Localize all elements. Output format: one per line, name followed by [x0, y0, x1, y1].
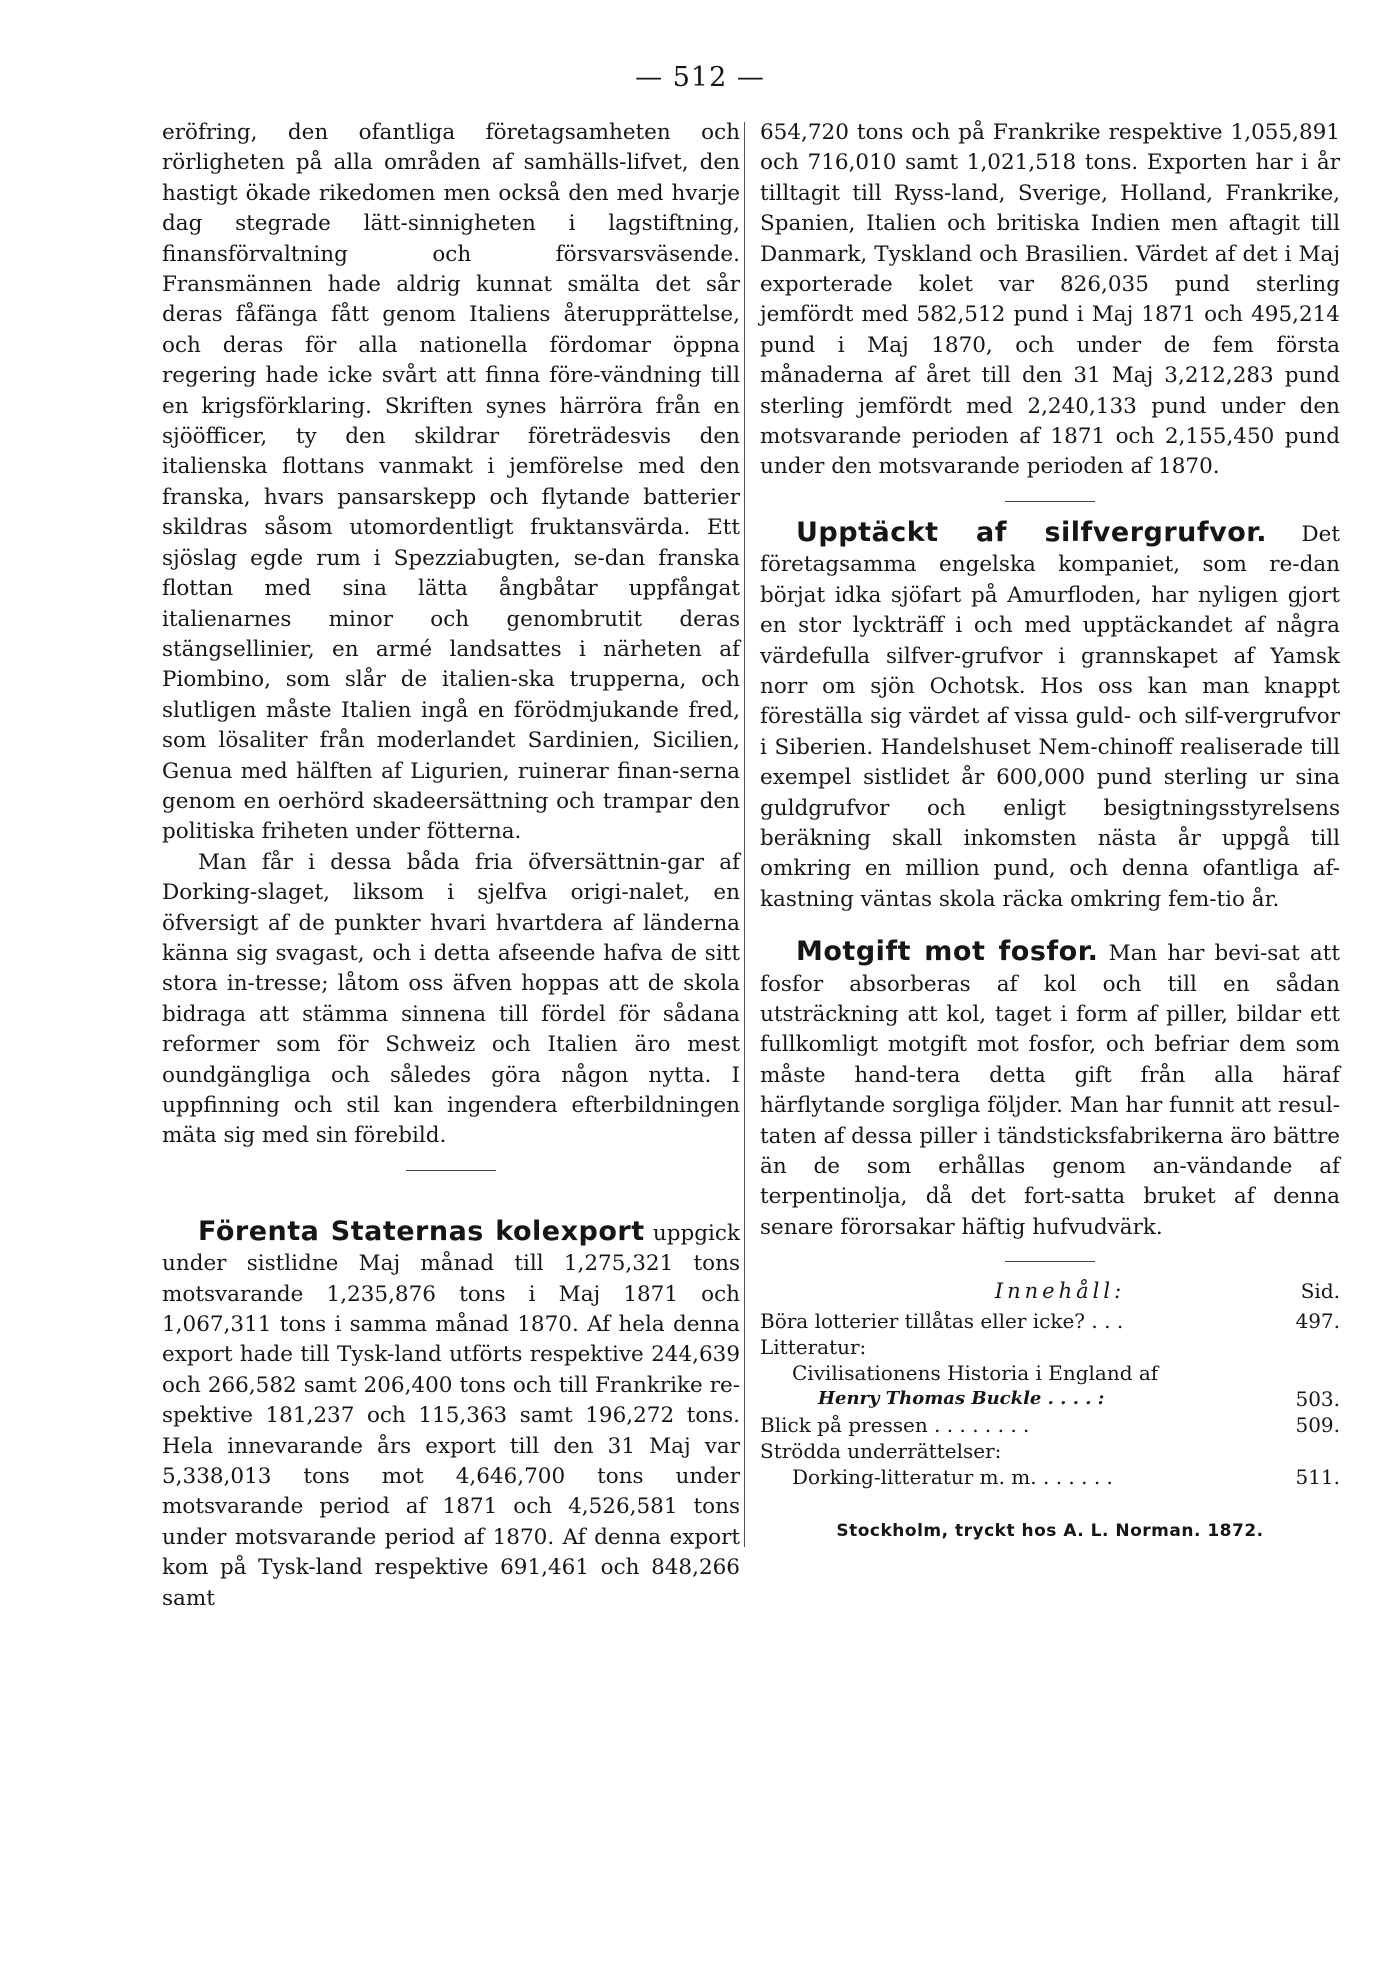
toc-header	[760, 1278, 1340, 1304]
toc-entry-text: Litteratur:	[760, 1335, 867, 1360]
section-rule	[1005, 501, 1095, 502]
toc-entry	[760, 1464, 1340, 1490]
section-rule	[406, 1170, 496, 1171]
left-column	[162, 118, 740, 1614]
toc-entry-page	[1280, 1360, 1340, 1386]
toc-entry-text: Civilisationens Historia i England af	[792, 1361, 1159, 1386]
toc-entry-page: 509.	[1295, 1413, 1340, 1438]
toc-entry-page	[1280, 1438, 1340, 1464]
phosphorus-antidote-text: Man har bevi-sat att fosfor absorberas af kol och till en sådan utsträckning att kol, taget i form af piller, bildar ett fullkomligt motgift mot fosfor, och befriar dem som måste hand-tera detta gift från alla häraf härflytande sorgliga följder. Man har funnit att resul-taten af dessa piller i tändsticksfabrikerna äro bättre än de som erhållas genom an-vändande af terpentinolja, då det fort-satta bruket af denna senare förorsakar häftig hufvudvärk.	[760, 941, 1340, 1240]
toc-entry-text: Blick på pressen . . . . . . . .	[760, 1413, 1030, 1438]
column-divider	[744, 122, 745, 1547]
spacer	[760, 915, 1340, 937]
toc-entry-page: 503.	[1295, 1387, 1340, 1412]
coal-export-article	[162, 1217, 740, 1614]
toc-page-label: Sid.	[1300, 1279, 1340, 1304]
left-paragraph-1: eröfring, den ofantliga företagsamheten och rörligheten på alla områden af samhälls-lifvet, den hastigt ökade rikedomen men också den med hvarje dag stegrade lätt-sinnigheten i lagstiftning, finansförvaltning och försvarsväsende. Fransmännen hade aldrig kunnat smälta det sår deras fåfänga fått genom Italiens återupprättelse, och deras för alla nationella fördomar öppna regering hade icke svårt att finna före-vändning till en krigsförklaring. Skriften synes härröra från en sjööfficer, ty den skildrar företrädesvis den italienska flottans vanmakt i jemförelse med den franska, hvars pansarskepp och flytande batterier skildras såsom utomordentligt fruktansvärda. Ett sjöslag egde rum i Spezziabugten, se-dan franska flottan med sina lätta ångbåtar uppfångat italienarnes minor och genombrutit deras stängsellinier, en armé landsattes i närheten af Piombino, som slår de italien-ska trupperna, och slutligen måste Italien ingå en förödmjukande fred, som lösaliter från moderlandet Sardinien, Sicilien, Genua med hälften af Ligurien, ruinerar finan-serna genom en oerhörd skadeersättning och trampar den politiska friheten under fötterna.	[162, 120, 740, 845]
page-number: — 512 —	[635, 62, 765, 93]
toc-entry-text: Dorking-litteratur m. m. . . . . . .	[792, 1465, 1113, 1490]
toc-entry	[760, 1308, 1340, 1334]
section-rule	[1005, 1261, 1095, 1262]
coal-export-heading: Förenta Staternas kolexport	[198, 1215, 645, 1247]
phosphorus-antidote-heading: Motgift mot fosfor.	[796, 936, 1099, 968]
toc-entry	[760, 1334, 1340, 1360]
table-of-contents	[760, 1278, 1340, 1490]
toc-entry	[760, 1438, 1340, 1464]
coal-export-text: uppgick under sistlidne Maj månad till 1,275,321 tons motsvarande 1,235,876 tons i Maj 1871 och 1,067,311 tons i samma månad 1870. Af hela denna export hade till Tysk-land utförts respektive 244,639 och 266,582 samt 206,400 tons och till Frankrike re-spektive 181,237 och 115,363 samt 196,272 tons. Hela innevarande års export till den 31 Maj var 5,338,013 tons mot 4,646,700 tons under motsvarande period af 1871 och 4,526,581 tons under motsvarande period af 1870. Af denna export kom på Tysk-land respektive 691,461 och 848,266 samt	[162, 1220, 740, 1611]
silver-mines-article	[760, 518, 1340, 915]
toc-title: Innehåll:	[994, 1279, 1126, 1304]
printer-imprint: Stockholm, tryckt hos A. L. Norman. 1872.	[836, 1521, 1264, 1542]
silver-mines-heading: Upptäckt af silfvergrufvor.	[796, 516, 1267, 548]
toc-entry	[760, 1412, 1340, 1438]
toc-entry-page: 511.	[1295, 1465, 1340, 1490]
toc-entry-text: Böra lotterier tillåtas eller icke? . . .	[760, 1309, 1124, 1334]
silver-mines-text: Det företagsamma engelska kompaniet, som re-dan börjat idka sjöfart på Amurfloden, har nyligen gjort en stor lyckträff i och med upptäckandet af några värdefulla silfver-grufvor i grannskapet af Yamsk norr om sjön Ochotsk. Hos oss kan man knappt föreställa sig värdet af vissa guld- och silf-vergrufvor i Siberien. Handelshuset Nem-chinoff realiserade till exempel sistlidet år 600,000 pund sterling ur sina guldgrufvor och enligt besigtningsstyrelsens beräkning skall inkomsten nästa år uppgå till omkring en million pund, och denna ofantliga af-kastning väntas skola räcka omkring fem-tio år.	[760, 521, 1340, 912]
right-column	[760, 118, 1340, 1547]
toc-entry-text: Henry Thomas Buckle . . . . :	[818, 1388, 1105, 1410]
left-paragraph-2: Man får i dessa båda fria öfversättnin-gar af Dorking-slaget, liksom i sjelfva origi-nalet, en öfversigt af de punkter hvari hvartdera af länderna känna sig svagast, och i detta afseende hafva de sitt stora in-tresse; låtom oss äfven hoppas att de skola bidraga att stämma sinnena till fördel för sådana reformer som för Schweiz och Italien äro mest oundgängliga och således göra någon nytta. I uppfinning och stil kan ingendera efterbildningen mäta sig med sin förebild.	[162, 849, 740, 1149]
right-paragraph-1: 654,720 tons och på Frankrike respektive 1,055,891 och 716,010 samt 1,021,518 tons. Exporten har i år tilltagit till Ryss-land, Sverige, Holland, Frankrike, Spanien, Italien och britiska Indien men aftagit till Danmark, Tyskland och Brasilien. Värdet af det i Maj exporterade kolet var 826,035 pund sterling jemfördt med 582,512 pund i Maj 1871 och 495,214 pund i Maj 1870, och under de fem första månaderna af året till den 31 Maj 3,212,283 pund sterling jemfördt med 2,240,133 pund under den motsvarande perioden af 1871 och 2,155,450 pund under den motsvarande perioden af 1870.	[760, 120, 1340, 480]
toc-entry	[760, 1360, 1340, 1386]
phosphorus-antidote-article	[760, 937, 1340, 1243]
spacer	[162, 1187, 740, 1217]
toc-entry	[760, 1386, 1340, 1412]
toc-entry-page: 497.	[1295, 1309, 1340, 1334]
toc-entry-text: Strödda underrättelser:	[760, 1439, 1002, 1464]
toc-entry-page	[1280, 1334, 1340, 1360]
